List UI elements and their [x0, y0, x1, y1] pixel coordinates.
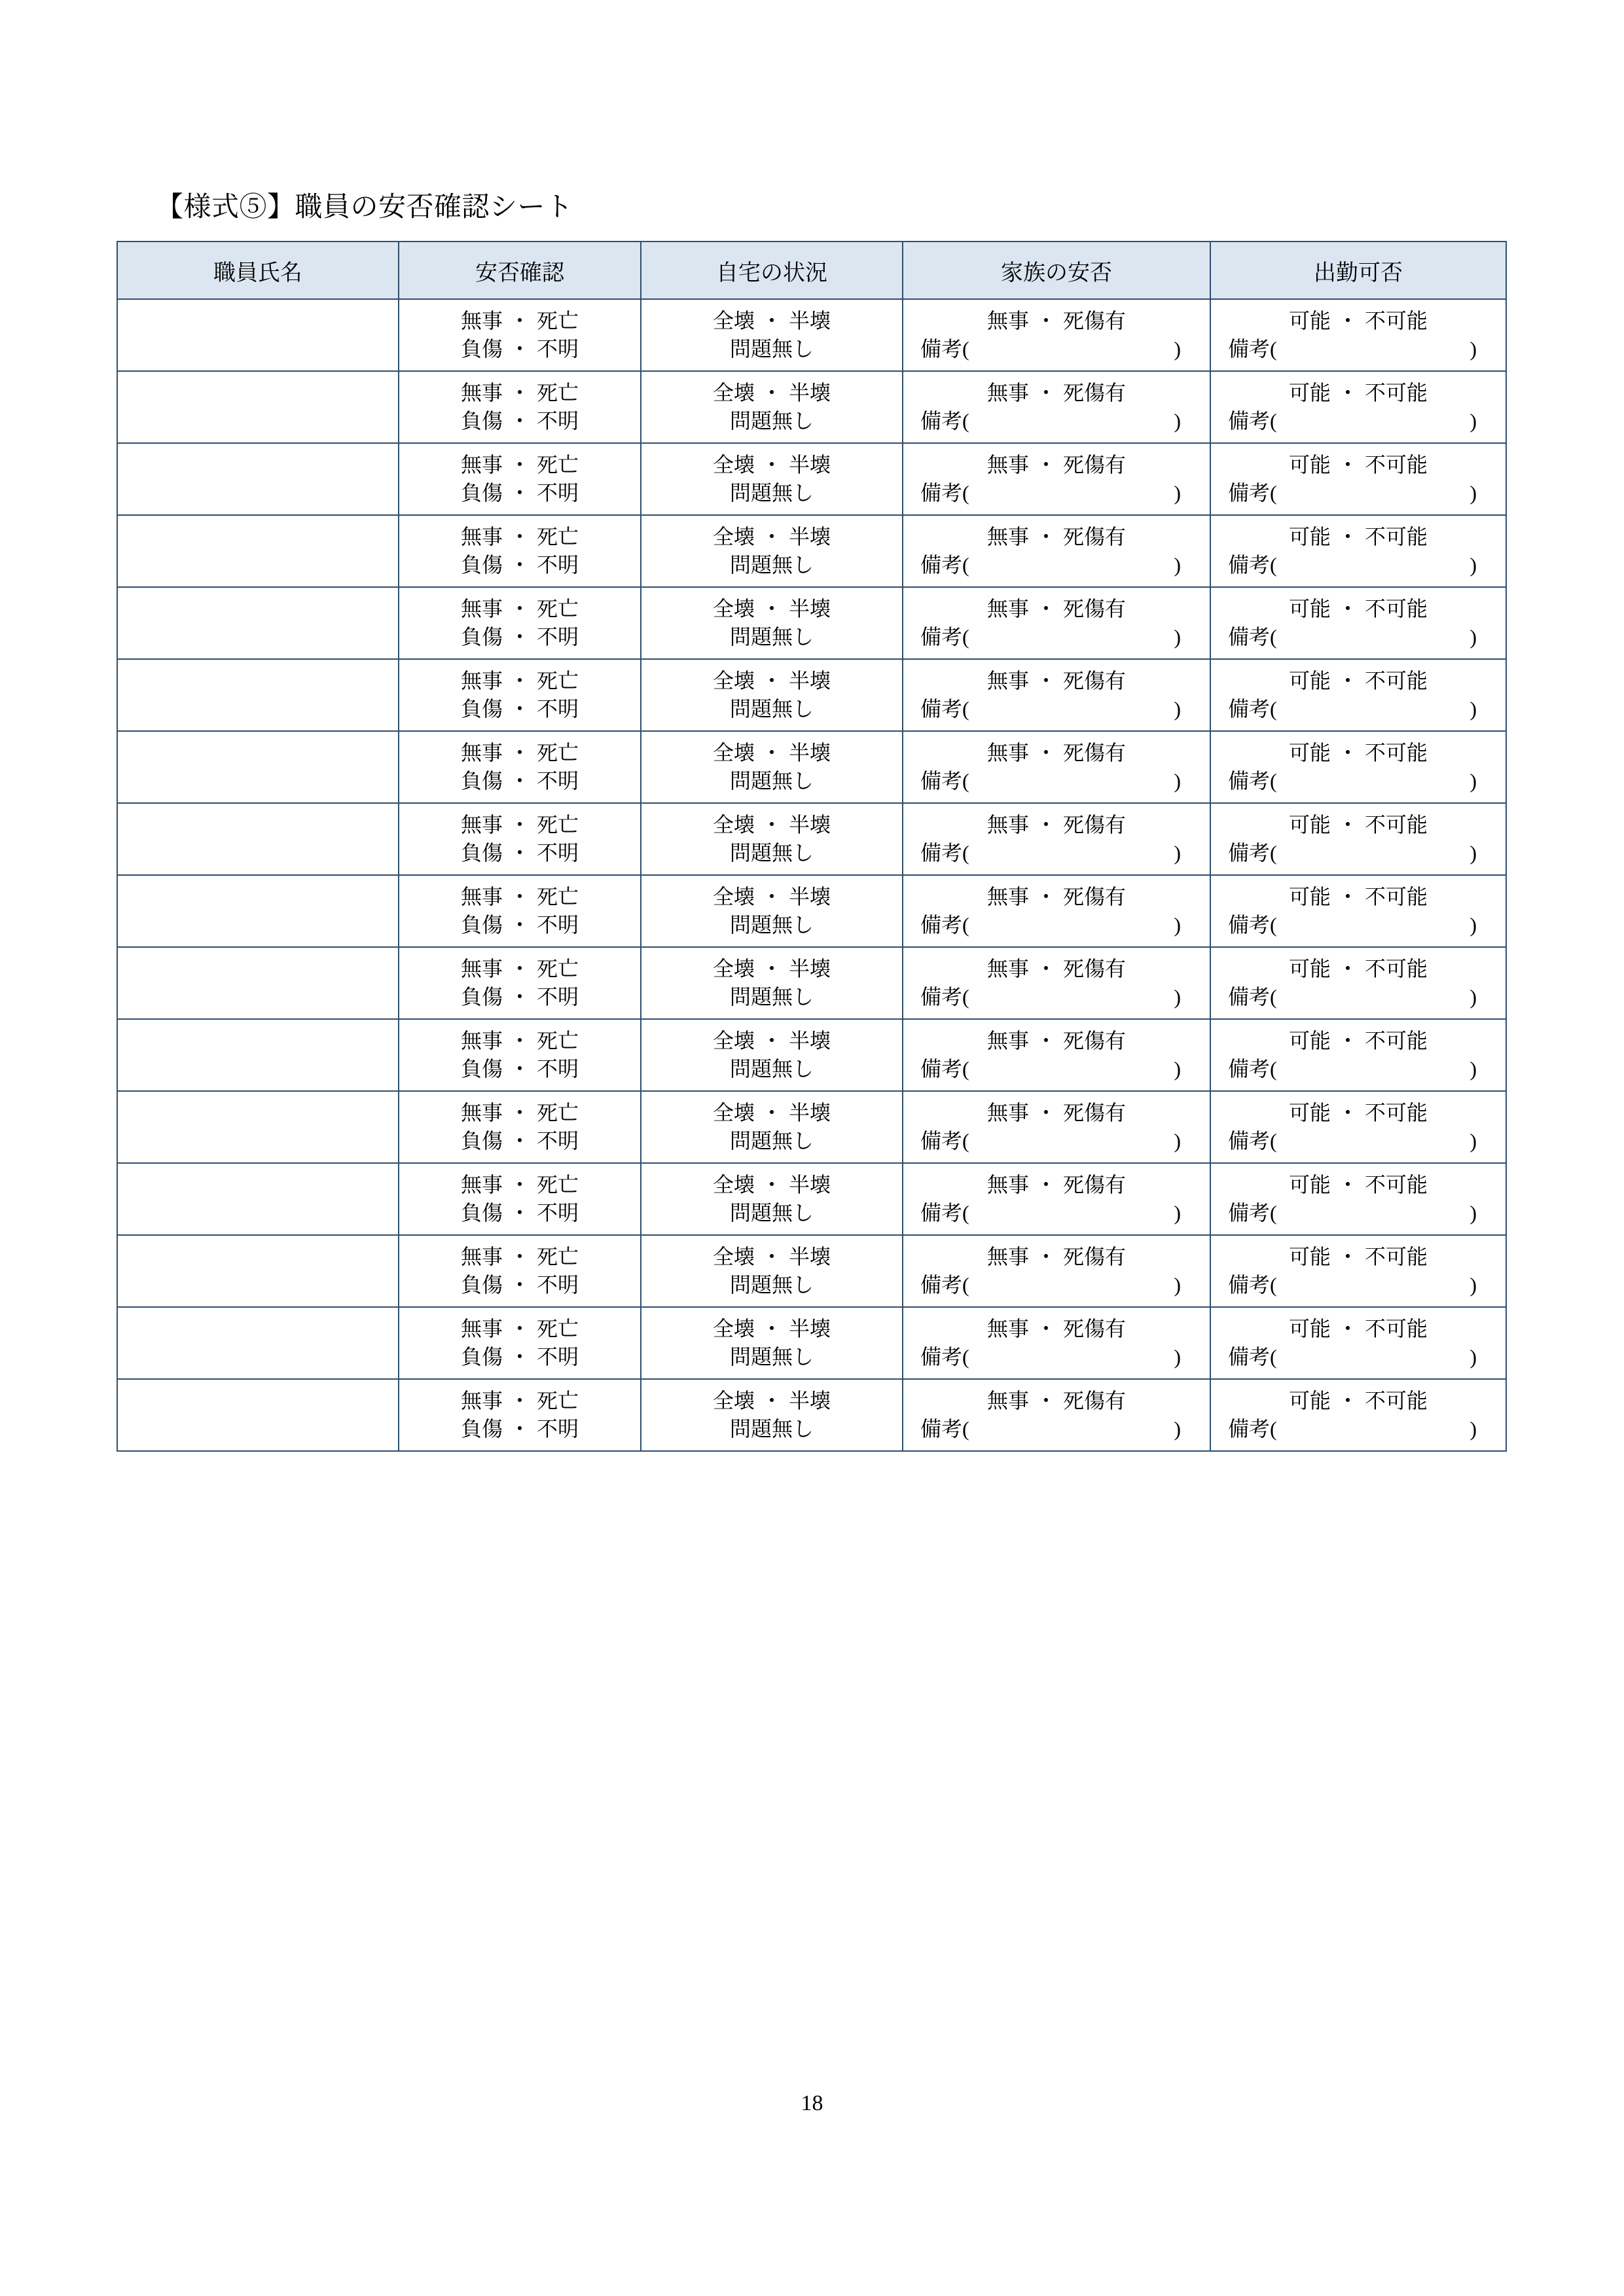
safety-option-line-2[interactable]: 負傷 ・ 不明	[460, 1057, 579, 1081]
safety-option-line-2[interactable]: 負傷 ・ 不明	[460, 625, 579, 649]
home-option-line-1[interactable]: 全壊 ・ 半壊	[712, 812, 831, 836]
home-option-line-2[interactable]: 問題無し	[729, 337, 814, 361]
work-availability-options[interactable]	[1210, 803, 1506, 875]
safety-option-line-1[interactable]: 無事 ・ 死亡	[460, 1244, 579, 1268]
employee-name-field[interactable]	[117, 371, 399, 443]
home-option-line-1[interactable]: 全壊 ・ 半壊	[712, 668, 831, 692]
home-option-line-1[interactable]: 全壊 ・ 半壊	[712, 380, 831, 404]
home-status-options[interactable]	[641, 443, 903, 515]
home-option-line-1[interactable]: 全壊 ・ 半壊	[712, 524, 831, 548]
family-remark-field[interactable]: 備考( )	[920, 481, 1181, 505]
work-remark-field[interactable]: 備考( )	[1228, 1417, 1477, 1441]
employee-name-field[interactable]	[117, 731, 399, 803]
family-option-line-1[interactable]: 無事 ・ 死傷有	[986, 308, 1127, 332]
family-option-line-1[interactable]: 無事 ・ 死傷有	[986, 956, 1127, 980]
family-option-line-1[interactable]: 無事 ・ 死傷有	[986, 1316, 1127, 1340]
safety-option-line-1[interactable]: 無事 ・ 死亡	[460, 1028, 579, 1052]
safety-check-options[interactable]	[399, 1379, 641, 1451]
work-remark-field[interactable]: 備考( )	[1228, 841, 1477, 865]
work-availability-options[interactable]	[1210, 371, 1506, 443]
safety-option-line-2[interactable]: 負傷 ・ 不明	[460, 769, 579, 793]
table-row	[117, 1091, 1506, 1163]
safety-option-line-2[interactable]: 負傷 ・ 不明	[460, 841, 579, 865]
home-option-line-2[interactable]: 問題無し	[729, 553, 814, 577]
safety-option-line-1[interactable]: 無事 ・ 死亡	[460, 380, 579, 404]
work-availability-options[interactable]	[1210, 587, 1506, 659]
work-option-line-1[interactable]: 可能 ・ 不可能	[1288, 596, 1428, 620]
family-safety-options[interactable]	[903, 947, 1210, 1019]
safety-option-line-1[interactable]: 無事 ・ 死亡	[460, 596, 579, 620]
family-remark-field[interactable]: 備考( )	[920, 337, 1181, 361]
family-safety-options[interactable]	[903, 659, 1210, 731]
work-availability-options[interactable]	[1210, 1019, 1506, 1091]
work-option-line-1[interactable]: 可能 ・ 不可能	[1288, 1028, 1428, 1052]
family-safety-options[interactable]	[903, 299, 1210, 371]
work-option-line-1[interactable]: 可能 ・ 不可能	[1288, 956, 1428, 980]
table-row	[117, 1163, 1506, 1235]
safety-confirmation-table	[117, 241, 1507, 1452]
home-option-line-2[interactable]: 問題無し	[729, 841, 814, 865]
family-option-line-1[interactable]: 無事 ・ 死傷有	[986, 380, 1127, 404]
table-body	[117, 299, 1506, 1451]
work-option-line-1[interactable]: 可能 ・ 不可能	[1288, 380, 1428, 404]
home-option-line-2[interactable]: 問題無し	[729, 697, 814, 721]
family-remark-field[interactable]: 備考( )	[920, 1057, 1181, 1081]
employee-name-field[interactable]	[117, 1091, 399, 1163]
table-row	[117, 947, 1506, 1019]
employee-name-field[interactable]	[117, 803, 399, 875]
family-safety-options[interactable]	[903, 1235, 1210, 1307]
employee-name-field[interactable]	[117, 875, 399, 947]
safety-option-line-1[interactable]: 無事 ・ 死亡	[460, 1172, 579, 1196]
employee-name-field[interactable]	[117, 1019, 399, 1091]
home-status-options[interactable]	[641, 1379, 903, 1451]
home-option-line-1[interactable]: 全壊 ・ 半壊	[712, 308, 831, 332]
column-header-work-availability: 出勤可否	[1210, 242, 1506, 299]
work-option-line-1[interactable]: 可能 ・ 不可能	[1288, 1388, 1428, 1412]
family-remark-field[interactable]: 備考( )	[920, 913, 1181, 937]
safety-option-line-1[interactable]: 無事 ・ 死亡	[460, 884, 579, 908]
home-option-line-2[interactable]: 問題無し	[729, 625, 814, 649]
home-option-line-2[interactable]: 問題無し	[729, 1345, 814, 1369]
table-header-row	[117, 242, 1506, 299]
work-remark-field[interactable]: 備考( )	[1228, 553, 1477, 577]
home-status-options[interactable]	[641, 1235, 903, 1307]
family-option-line-1[interactable]: 無事 ・ 死傷有	[986, 668, 1127, 692]
table-row	[117, 1379, 1506, 1451]
family-option-line-1[interactable]: 無事 ・ 死傷有	[986, 1172, 1127, 1196]
home-status-options[interactable]	[641, 947, 903, 1019]
work-availability-options[interactable]	[1210, 1235, 1506, 1307]
safety-option-line-2[interactable]: 負傷 ・ 不明	[460, 1345, 579, 1369]
home-option-line-2[interactable]: 問題無し	[729, 481, 814, 505]
work-option-line-1[interactable]: 可能 ・ 不可能	[1288, 884, 1428, 908]
family-option-line-1[interactable]: 無事 ・ 死傷有	[986, 1028, 1127, 1052]
safety-check-options[interactable]	[399, 299, 641, 371]
table-row	[117, 587, 1506, 659]
employee-name-field[interactable]	[117, 1307, 399, 1379]
page-number: 18	[801, 2091, 823, 2115]
employee-name-field[interactable]	[117, 443, 399, 515]
safety-check-options[interactable]	[399, 587, 641, 659]
home-status-options[interactable]	[641, 299, 903, 371]
family-safety-options[interactable]	[903, 1379, 1210, 1451]
work-option-line-1[interactable]: 可能 ・ 不可能	[1288, 1244, 1428, 1268]
home-option-line-1[interactable]: 全壊 ・ 半壊	[712, 596, 831, 620]
column-header-employee-name: 職員氏名	[117, 242, 399, 299]
employee-name-field[interactable]	[117, 1163, 399, 1235]
safety-option-line-2[interactable]: 負傷 ・ 不明	[460, 697, 579, 721]
column-header-home-status: 自宅の状況	[641, 242, 903, 299]
family-remark-field[interactable]: 備考( )	[920, 1129, 1181, 1153]
home-status-options[interactable]	[641, 1307, 903, 1379]
family-safety-options[interactable]	[903, 587, 1210, 659]
safety-option-line-2[interactable]: 負傷 ・ 不明	[460, 1129, 579, 1153]
home-status-options[interactable]	[641, 371, 903, 443]
safety-option-line-1[interactable]: 無事 ・ 死亡	[460, 1388, 579, 1412]
family-safety-options[interactable]	[903, 875, 1210, 947]
safety-check-options[interactable]	[399, 1019, 641, 1091]
home-option-line-1[interactable]: 全壊 ・ 半壊	[712, 740, 831, 764]
work-remark-field[interactable]: 備考( )	[1228, 1273, 1477, 1297]
home-option-line-2[interactable]: 問題無し	[729, 1201, 814, 1225]
family-option-line-1[interactable]: 無事 ・ 死傷有	[986, 524, 1127, 548]
home-option-line-2[interactable]: 問題無し	[729, 1417, 814, 1441]
safety-check-options[interactable]	[399, 875, 641, 947]
home-status-options[interactable]	[641, 587, 903, 659]
home-status-options[interactable]	[641, 1163, 903, 1235]
work-option-line-1[interactable]: 可能 ・ 不可能	[1288, 668, 1428, 692]
safety-check-options[interactable]	[399, 947, 641, 1019]
work-remark-field[interactable]: 備考( )	[1228, 337, 1477, 361]
safety-option-line-2[interactable]: 負傷 ・ 不明	[460, 1417, 579, 1441]
safety-option-line-1[interactable]: 無事 ・ 死亡	[460, 1316, 579, 1340]
work-remark-field[interactable]: 備考( )	[1228, 1201, 1477, 1225]
safety-check-options[interactable]	[399, 659, 641, 731]
home-status-options[interactable]	[641, 659, 903, 731]
work-remark-field[interactable]: 備考( )	[1228, 769, 1477, 793]
family-safety-options[interactable]	[903, 731, 1210, 803]
employee-name-field[interactable]	[117, 299, 399, 371]
family-option-line-1[interactable]: 無事 ・ 死傷有	[986, 452, 1127, 476]
work-option-line-1[interactable]: 可能 ・ 不可能	[1288, 452, 1428, 476]
table-row	[117, 659, 1506, 731]
safety-option-line-2[interactable]: 負傷 ・ 不明	[460, 337, 579, 361]
safety-check-options[interactable]	[399, 1235, 641, 1307]
safety-check-options[interactable]	[399, 1091, 641, 1163]
table-row	[117, 875, 1506, 947]
family-option-line-1[interactable]: 無事 ・ 死傷有	[986, 596, 1127, 620]
safety-option-line-1[interactable]: 無事 ・ 死亡	[460, 452, 579, 476]
home-status-options[interactable]	[641, 515, 903, 587]
safety-option-line-2[interactable]: 負傷 ・ 不明	[460, 1201, 579, 1225]
home-status-options[interactable]	[641, 875, 903, 947]
table-row	[117, 371, 1506, 443]
work-availability-options[interactable]	[1210, 947, 1506, 1019]
family-remark-field[interactable]: 備考( )	[920, 625, 1181, 649]
employee-name-field[interactable]	[117, 1235, 399, 1307]
safety-check-options[interactable]	[399, 803, 641, 875]
work-option-line-1[interactable]: 可能 ・ 不可能	[1288, 1100, 1428, 1124]
safety-option-line-2[interactable]: 負傷 ・ 不明	[460, 553, 579, 577]
table-row	[117, 515, 1506, 587]
family-safety-options[interactable]	[903, 443, 1210, 515]
work-remark-field[interactable]: 備考( )	[1228, 985, 1477, 1009]
family-safety-options[interactable]	[903, 515, 1210, 587]
home-option-line-1[interactable]: 全壊 ・ 半壊	[712, 884, 831, 908]
safety-check-options[interactable]	[399, 1163, 641, 1235]
work-availability-options[interactable]	[1210, 1091, 1506, 1163]
safety-check-options[interactable]	[399, 731, 641, 803]
home-option-line-1[interactable]: 全壊 ・ 半壊	[712, 1388, 831, 1412]
family-option-line-1[interactable]: 無事 ・ 死傷有	[986, 884, 1127, 908]
work-availability-options[interactable]	[1210, 515, 1506, 587]
work-option-line-1[interactable]: 可能 ・ 不可能	[1288, 524, 1428, 548]
safety-check-options[interactable]	[399, 371, 641, 443]
column-header-family-safety: 家族の安否	[903, 242, 1210, 299]
safety-option-line-2[interactable]: 負傷 ・ 不明	[460, 409, 579, 433]
family-remark-field[interactable]: 備考( )	[920, 1417, 1181, 1441]
family-option-line-1[interactable]: 無事 ・ 死傷有	[986, 1244, 1127, 1268]
safety-option-line-2[interactable]: 負傷 ・ 不明	[460, 913, 579, 937]
safety-option-line-1[interactable]: 無事 ・ 死亡	[460, 740, 579, 764]
page-title: 【様式⑤】職員の安否確認シート	[156, 192, 573, 223]
work-availability-options[interactable]	[1210, 875, 1506, 947]
family-remark-field[interactable]: 備考( )	[920, 1273, 1181, 1297]
work-option-line-1[interactable]: 可能 ・ 不可能	[1288, 308, 1428, 332]
column-header-safety-check: 安否確認	[399, 242, 641, 299]
work-option-line-1[interactable]: 可能 ・ 不可能	[1288, 1172, 1428, 1196]
safety-option-line-2[interactable]: 負傷 ・ 不明	[460, 1273, 579, 1297]
family-remark-field[interactable]: 備考( )	[920, 1345, 1181, 1369]
employee-name-field[interactable]	[117, 947, 399, 1019]
work-availability-options[interactable]	[1210, 731, 1506, 803]
home-option-line-1[interactable]: 全壊 ・ 半壊	[712, 452, 831, 476]
family-option-line-1[interactable]: 無事 ・ 死傷有	[986, 1100, 1127, 1124]
work-remark-field[interactable]: 備考( )	[1228, 1129, 1477, 1153]
home-option-line-2[interactable]: 問題無し	[729, 409, 814, 433]
employee-name-field[interactable]	[117, 587, 399, 659]
work-remark-field[interactable]: 備考( )	[1228, 1057, 1477, 1081]
table-row	[117, 299, 1506, 371]
safety-check-options[interactable]	[399, 515, 641, 587]
work-option-line-1[interactable]: 可能 ・ 不可能	[1288, 1316, 1428, 1340]
work-availability-options[interactable]	[1210, 1163, 1506, 1235]
home-option-line-1[interactable]: 全壊 ・ 半壊	[712, 1028, 831, 1052]
family-option-line-1[interactable]: 無事 ・ 死傷有	[986, 1388, 1127, 1412]
family-remark-field[interactable]: 備考( )	[920, 1201, 1181, 1225]
family-safety-options[interactable]	[903, 1307, 1210, 1379]
employee-name-field[interactable]	[117, 659, 399, 731]
safety-check-options[interactable]	[399, 443, 641, 515]
table-row	[117, 443, 1506, 515]
family-option-line-1[interactable]: 無事 ・ 死傷有	[986, 812, 1127, 836]
home-option-line-2[interactable]: 問題無し	[729, 913, 814, 937]
safety-option-line-1[interactable]: 無事 ・ 死亡	[460, 308, 579, 332]
work-remark-field[interactable]: 備考( )	[1228, 697, 1477, 721]
family-option-line-1[interactable]: 無事 ・ 死傷有	[986, 740, 1127, 764]
home-option-line-2[interactable]: 問題無し	[729, 985, 814, 1009]
home-status-options[interactable]	[641, 1091, 903, 1163]
home-option-line-1[interactable]: 全壊 ・ 半壊	[712, 1244, 831, 1268]
table-row	[117, 803, 1506, 875]
safety-check-options[interactable]	[399, 1307, 641, 1379]
employee-name-field[interactable]	[117, 1379, 399, 1451]
family-remark-field[interactable]: 備考( )	[920, 985, 1181, 1009]
family-remark-field[interactable]: 備考( )	[920, 769, 1181, 793]
table-row	[117, 731, 1506, 803]
safety-option-line-1[interactable]: 無事 ・ 死亡	[460, 956, 579, 980]
table-row	[117, 1235, 1506, 1307]
home-status-options[interactable]	[641, 1019, 903, 1091]
work-availability-options[interactable]	[1210, 443, 1506, 515]
work-remark-field[interactable]: 備考( )	[1228, 409, 1477, 433]
safety-option-line-2[interactable]: 負傷 ・ 不明	[460, 481, 579, 505]
work-availability-options[interactable]	[1210, 1307, 1506, 1379]
home-status-options[interactable]	[641, 803, 903, 875]
family-remark-field[interactable]: 備考( )	[920, 409, 1181, 433]
work-option-line-1[interactable]: 可能 ・ 不可能	[1288, 740, 1428, 764]
work-remark-field[interactable]: 備考( )	[1228, 913, 1477, 937]
work-remark-field[interactable]: 備考( )	[1228, 625, 1477, 649]
table-row	[117, 1307, 1506, 1379]
safety-option-line-1[interactable]: 無事 ・ 死亡	[460, 1100, 579, 1124]
family-safety-options[interactable]	[903, 1091, 1210, 1163]
work-availability-options[interactable]	[1210, 1379, 1506, 1451]
home-option-line-1[interactable]: 全壊 ・ 半壊	[712, 956, 831, 980]
family-remark-field[interactable]: 備考( )	[920, 553, 1181, 577]
work-availability-options[interactable]	[1210, 299, 1506, 371]
family-remark-field[interactable]: 備考( )	[920, 697, 1181, 721]
home-option-line-1[interactable]: 全壊 ・ 半壊	[712, 1100, 831, 1124]
family-safety-options[interactable]	[903, 803, 1210, 875]
home-option-line-1[interactable]: 全壊 ・ 半壊	[712, 1172, 831, 1196]
work-availability-options[interactable]	[1210, 659, 1506, 731]
family-remark-field[interactable]: 備考( )	[920, 841, 1181, 865]
home-option-line-2[interactable]: 問題無し	[729, 1273, 814, 1297]
home-option-line-2[interactable]: 問題無し	[729, 1057, 814, 1081]
work-remark-field[interactable]: 備考( )	[1228, 1345, 1477, 1369]
home-option-line-1[interactable]: 全壊 ・ 半壊	[712, 1316, 831, 1340]
home-option-line-2[interactable]: 問題無し	[729, 1129, 814, 1153]
work-remark-field[interactable]: 備考( )	[1228, 481, 1477, 505]
family-safety-options[interactable]	[903, 1019, 1210, 1091]
family-safety-options[interactable]	[903, 371, 1210, 443]
safety-option-line-2[interactable]: 負傷 ・ 不明	[460, 985, 579, 1009]
table-row	[117, 1019, 1506, 1091]
home-option-line-2[interactable]: 問題無し	[729, 769, 814, 793]
family-safety-options[interactable]	[903, 1163, 1210, 1235]
safety-option-line-1[interactable]: 無事 ・ 死亡	[460, 668, 579, 692]
home-status-options[interactable]	[641, 731, 903, 803]
work-option-line-1[interactable]: 可能 ・ 不可能	[1288, 812, 1428, 836]
employee-name-field[interactable]	[117, 515, 399, 587]
safety-option-line-1[interactable]: 無事 ・ 死亡	[460, 524, 579, 548]
safety-option-line-1[interactable]: 無事 ・ 死亡	[460, 812, 579, 836]
